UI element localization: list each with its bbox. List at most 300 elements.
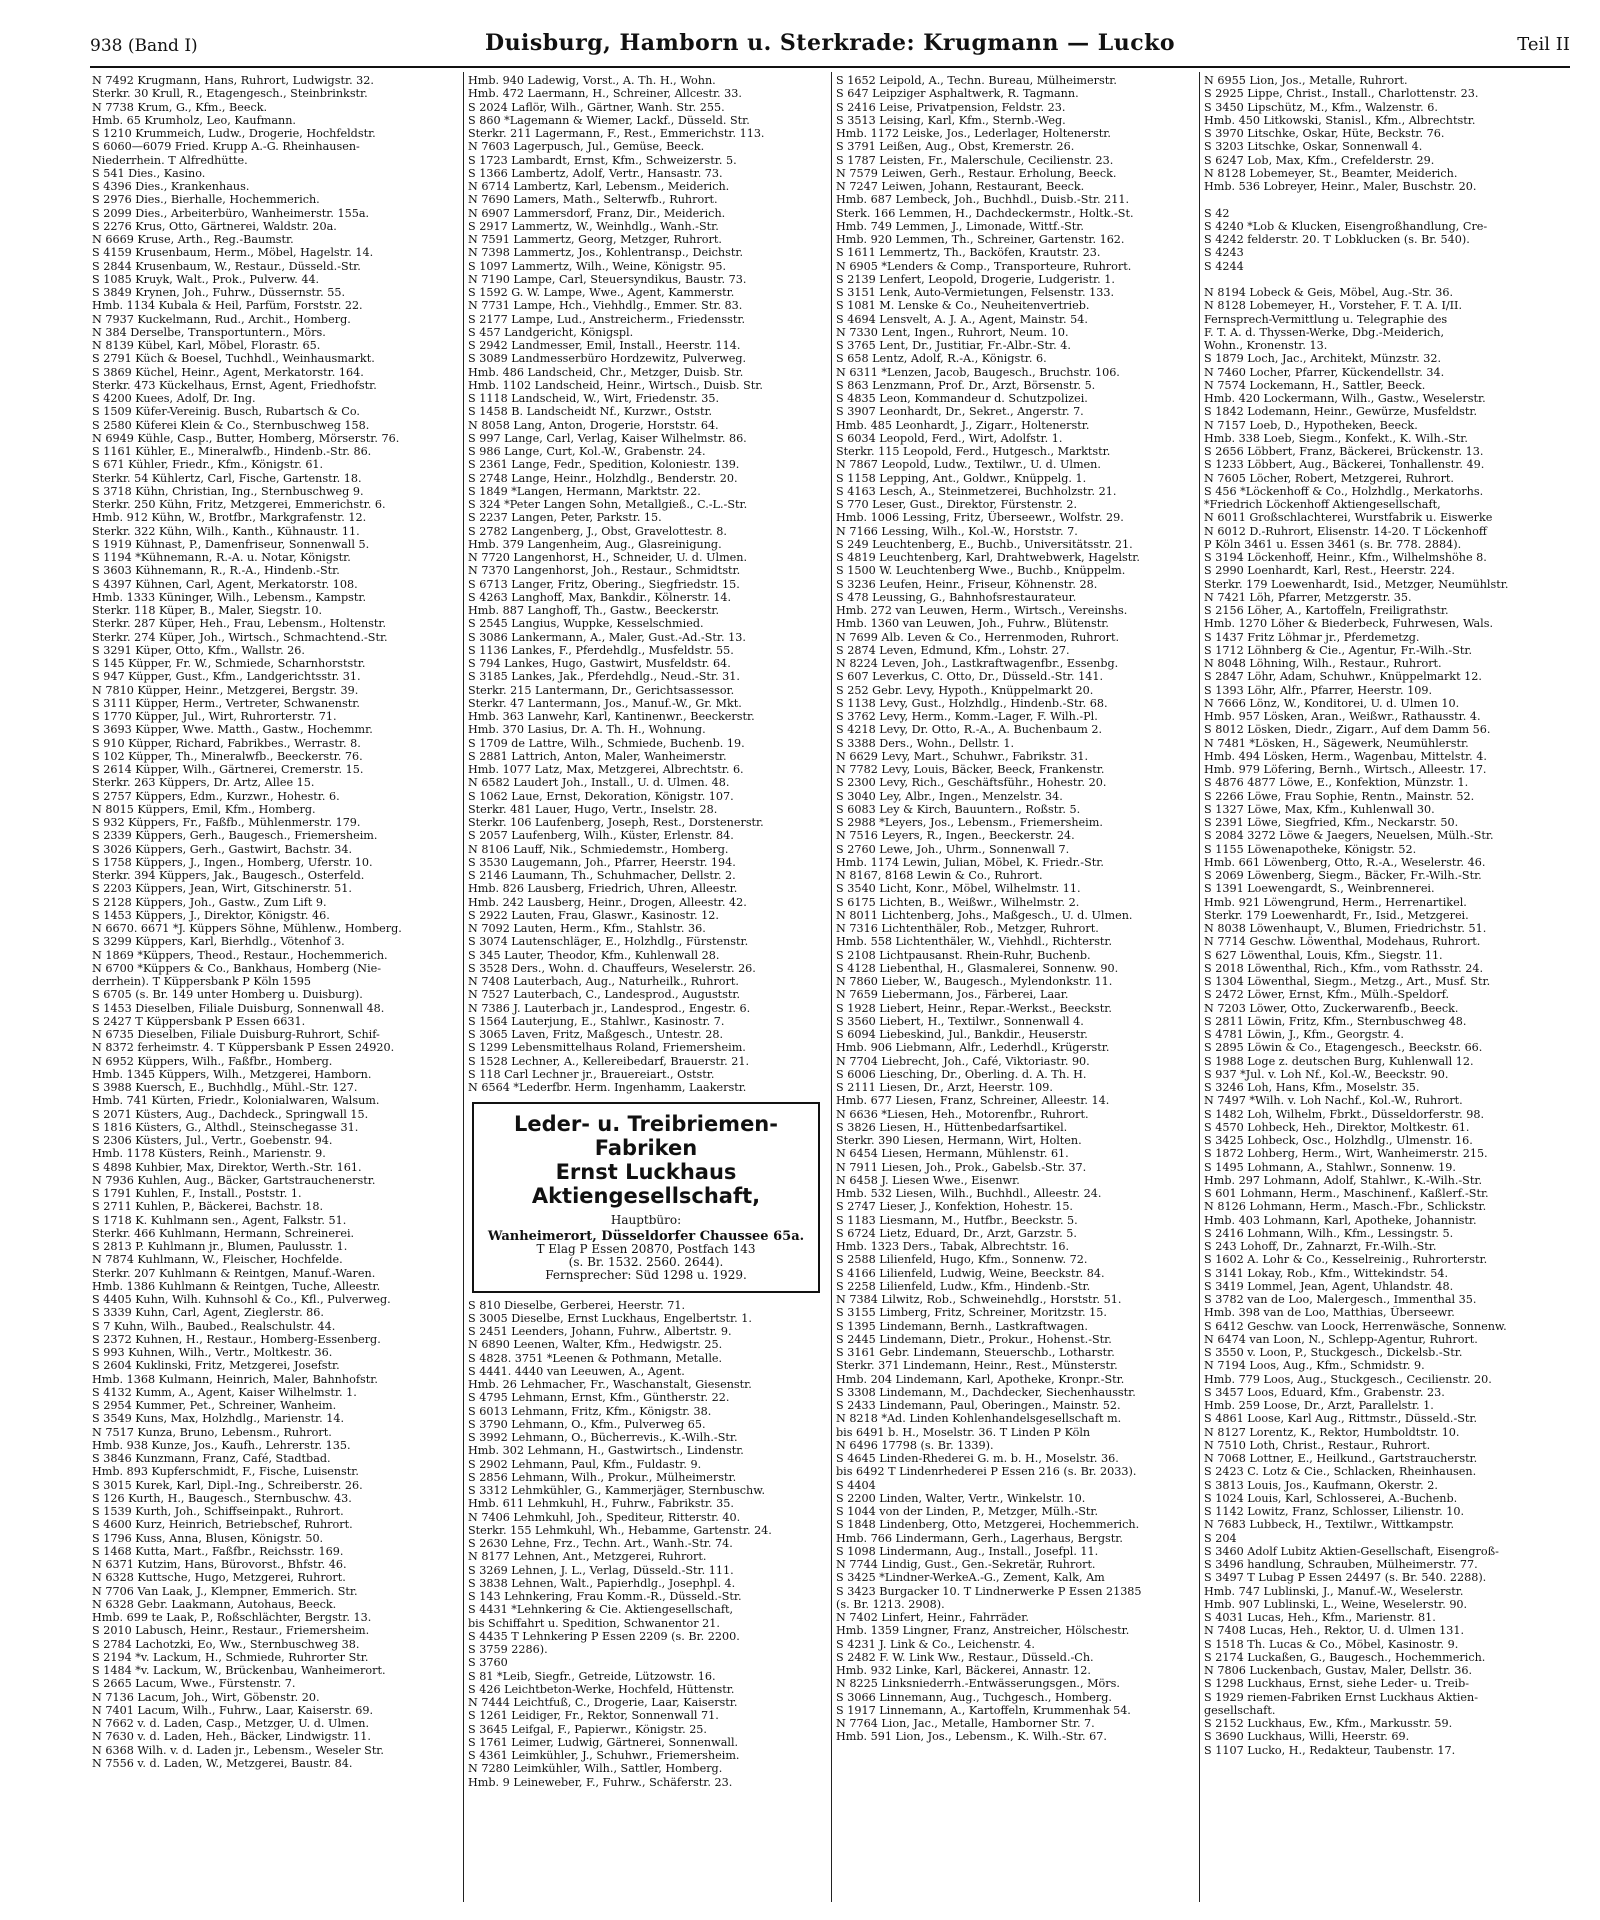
directory-entry: S 426 Leichtbeton-Werke, Hochfeld, Hüttenstr. bbox=[468, 1682, 735, 1696]
directory-entry: Hmb. 1386 Kuhlmann & Reintgen, Tuche, Alleestr. bbox=[92, 1279, 381, 1293]
directory-entry: N 7492 Krugmann, Hans, Ruhrort, Ludwigstr. 32. bbox=[92, 74, 374, 87]
directory-entry: S 2925 Lippe, Christ., Install., Charlottenstr. 23. bbox=[1204, 87, 1479, 101]
directory-entry: S 1539 Kurth, Joh., Schiffseinpakt., Ruhrort. bbox=[92, 1505, 344, 1518]
directory-entry: Hmb. 302 Lehmann, H., Gastwirtsch., Lindenstr. bbox=[468, 1444, 744, 1458]
directory-entry: S 3450 Lipschütz, M., Kfm., Walzenstr. 6. bbox=[1204, 100, 1438, 114]
directory-entry: Hmb. 1345 Küppers, Wilh., Metzgerei, Hamborn. bbox=[92, 1067, 372, 1081]
directory-entry: S 2423 C. Lotz & Cie., Schlacken, Rheinhausen. bbox=[1204, 1465, 1477, 1479]
directory-entry: Sterkr. 287 Küper, Heh., Frau, Lebensm., Holtenstr. bbox=[92, 617, 387, 631]
directory-entry: S 6060—6079 Fried. Krupp A.-G. Rheinhausen- bbox=[92, 140, 360, 154]
directory-entry: N 7860 Lieber, W., Baugesch., Mylendonkstr. 11. bbox=[836, 975, 1113, 988]
directory-entry: S 1928 Liebert, Heinr., Repar.-Werkst., Beeckstr. bbox=[836, 1001, 1112, 1015]
directory-entry: N 8177 Lehnen, Ant., Metzgerei, Ruhrort. bbox=[468, 1550, 707, 1564]
directory-entry: Fernsprech-Vermittlung u. Telegraphie des bbox=[1204, 312, 1448, 326]
directory-entry: S 3026 Küppers, Gerh., Gastwirt, Bachstr. 34. bbox=[92, 842, 353, 856]
directory-entry: S 3388 Ders., Wohn., Dellstr. 1. bbox=[836, 736, 1015, 750]
directory-entry: S 1161 Kühler, E., Mineralwfb., Hindenb.-Str. 86. bbox=[92, 445, 372, 458]
directory-entry: Sterkr. 47 Lantermann, Jos., Manuf.-W., Gr. Mkt. bbox=[468, 696, 742, 710]
directory-entry: N 7810 Küpper, Heinr., Metzgerei, Bergstr. 39. bbox=[92, 683, 359, 697]
directory-entry: N 7421 Löh, Pfarrer, Metzgerstr. 35. bbox=[1204, 590, 1412, 604]
directory-entry: Hmb. 403 Lohmann, Karl, Apotheke, Johannistr. bbox=[1204, 1213, 1477, 1227]
directory-entry: S 3693 Küpper, Wwe. Matth., Gastw., Hochemmr. bbox=[92, 723, 373, 737]
directory-entry: N 7706 Van Laak, J., Klempner, Emmerich. Str. bbox=[92, 1584, 358, 1598]
directory-entry: S 126 Kurth, H., Baugesch., Sternbuschw. 43. bbox=[92, 1491, 352, 1505]
directory-entry: S 1097 Lammertz, Wilh., Weine, Königstr. 95. bbox=[468, 259, 727, 273]
directory-entry: S 2902 Lehmann, Paul, Kfm., Fuldastr. 9. bbox=[468, 1457, 702, 1471]
directory-entry: S 3869 Küchel, Heinr., Agent, Merkatorstr. 164. bbox=[92, 365, 364, 379]
directory-entry: S 4861 Loose, Karl Aug., Rittmstr., Düsseld.-Str. bbox=[1204, 1412, 1478, 1426]
directory-entry: S 3782 van de Loo, Malergesch., Immenthal 35. bbox=[1204, 1293, 1477, 1306]
directory-entry: Sterkr. 390 Liesen, Hermann, Wirt, Holten. bbox=[836, 1134, 1082, 1147]
directory-entry: N 7527 Lauterbach, C., Landesprod., Auguststr. bbox=[468, 988, 741, 1002]
directory-entry: S 3236 Leufen, Heinr., Friseur, Köhnenstr. 28. bbox=[836, 577, 1098, 591]
directory-entry: S 2472 Löwer, Ernst, Kfm., Mülh.-Speldorf. bbox=[1204, 988, 1450, 1002]
directory-entry: S 1453 Küppers, J., Direktor, Königstr. 46. bbox=[92, 908, 330, 922]
directory-entry: S 3074 Lautenschläger, E., Holzhdlg., Fürstenstr. bbox=[468, 935, 749, 949]
directory-entry: S 4795 Lehmann, Ernst, Kfm., Güntherstr. 22. bbox=[468, 1391, 730, 1405]
directory-entry: S 4163 Lesch, A., Steinmetzerei, Buchholzstr. 21. bbox=[836, 484, 1117, 498]
directory-entry: S 1611 Lemmertz, Th., Backöfen, Krautstr. 23. bbox=[836, 246, 1101, 260]
directory-entry: S 1592 G. W. Lampe, Wwe., Agent, Kammerstr. bbox=[468, 286, 735, 299]
directory-entry: N 7662 v. d. Laden, Casp., Metzger, U. d. Ulmen. bbox=[92, 1717, 370, 1730]
directory-entry: N 7714 Geschw. Löwenthal, Modehaus, Ruhrort. bbox=[1204, 935, 1481, 949]
directory-entry: S 1233 Löbbert, Aug., Bäckerei, Tonhallenstr. 49. bbox=[1204, 458, 1485, 472]
directory-entry: Hmb. 661 Löwenberg, Otto, R.-A., Weselerstr. 46. bbox=[1204, 855, 1486, 869]
directory-entry: S 1142 Lowitz, Franz, Schlosser, Lilienstr. 10. bbox=[1204, 1505, 1465, 1518]
directory-entry: N 7659 Liebermann, Jos., Färberei, Laar. bbox=[836, 988, 1069, 1002]
directory-entry: N 7720 Langenhorst, H., Schneider, U. d. Ulmen. bbox=[468, 551, 748, 564]
directory-entry: S 4231 J. Link & Co., Leichenstr. 4. bbox=[836, 1637, 1035, 1651]
directory-entry: S 4431 *Lehnkering & Cie. Aktiengesellschaft, bbox=[468, 1603, 734, 1617]
directory-entry: N 7330 Lent, Ingen., Ruhrort, Neum. 10. bbox=[836, 325, 1069, 339]
ad-phone-line: Fernsprecher: Süd 1298 u. 1929. bbox=[545, 1268, 747, 1283]
directory-entry: Hmb. 1077 Latz, Max, Metzgerei, Albrechtstr. 6. bbox=[468, 763, 744, 776]
directory-entry: Hmb. 242 Lausberg, Heinr., Drogen, Alleestr. 42. bbox=[468, 895, 747, 909]
directory-entry: S 1988 Loge z. deutschen Burg, Kuhlenwall 12. bbox=[1204, 1054, 1474, 1068]
ad-title-line-2: Ernst Luckhaus Aktiengesellschaft, bbox=[531, 1160, 761, 1209]
directory-entry: S 1155 Löwenapotheke, Königstr. 52. bbox=[1204, 842, 1417, 856]
directory-entry bbox=[1204, 273, 1560, 286]
directory-entry: Hmb. 1323 Ders., Tabak, Albrechtstr. 16. bbox=[836, 1240, 1070, 1253]
directory-entry: Sterkr. 274 Küper, Joh., Wirtsch., Schmachtend.-Str. bbox=[92, 630, 388, 644]
directory-entry: N 7157 Loeb, D., Hypotheken, Beeck. bbox=[1204, 418, 1418, 432]
directory-entry: (s. Br. 1213. 2908). bbox=[836, 1597, 945, 1611]
directory-entry: Sterkr. 371 Lindemann, Heinr., Rest., Münsterstr. bbox=[836, 1359, 1118, 1373]
directory-entry: Sterkr. 179 Loewenhardt, Fr., Isid., Metzgerei. bbox=[1204, 908, 1469, 922]
directory-entry: N 7874 Kuhlmann, W., Fleischer, Hochfelde. bbox=[92, 1253, 343, 1267]
directory-entry: N 6907 Lammersdorf, Franz, Dir., Meiderich. bbox=[468, 206, 726, 220]
directory-entry: S 4263 Langhoff, Max, Bankdir., Kölnerstr. 14. bbox=[468, 590, 732, 604]
directory-entry: S 2604 Kuklinski, Fritz, Metzgerei, Josefstr. bbox=[92, 1359, 340, 1373]
directory-entry: Hmb. 558 Lichtenthäler, W., Viehhdl., Richterstr. bbox=[836, 935, 1113, 949]
column-2-upper bbox=[468, 74, 824, 1094]
directory-entry: N 7666 Lönz, W., Konditorei, U. d. Ulmen 10. bbox=[1204, 696, 1460, 710]
directory-entry: S 143 Lehnkering, Frau Komm.-R., Düsseld.-Str. bbox=[468, 1590, 742, 1603]
directory-entry: S 1366 Lambertz, Adolf, Vertr., Hansastr. 73. bbox=[468, 166, 723, 180]
directory-entry: S 2200 Linden, Walter, Vertr., Winkelstr. 10. bbox=[836, 1491, 1086, 1505]
directory-entry: N 6952 Küppers, Wilh., Faßfbr., Homberg. bbox=[92, 1054, 333, 1068]
directory-entry: S 2791 Küch & Boesel, Tuchhdl., Weinhausmarkt. bbox=[92, 352, 375, 366]
directory-entry: S 1484 *v. Lackum, W., Brückenbau, Wanheimerort. bbox=[92, 1664, 386, 1677]
directory-entry: S 4244 bbox=[1204, 259, 1244, 273]
directory-entry: Hmb. 921 Löwengrund, Herm., Herrenartikel. bbox=[1204, 895, 1467, 909]
directory-entry: S 3765 Lent, Dr., Justitiar, Fr.-Albr.-Str. 4. bbox=[836, 339, 1071, 352]
directory-entry: N 6905 *Lenders & Comp., Transporteure, Ruhrort. bbox=[836, 259, 1132, 273]
directory-entry: S 1299 Lebensmittelhaus Roland, Friemersheim. bbox=[468, 1041, 746, 1055]
directory-entry: N 7731 Lampe, Hch., Viehhdlg., Emmer. Str. 83. bbox=[468, 299, 743, 313]
directory-entry: S 3089 Landmesserbüro Hordzewitz, Pulverweg. bbox=[468, 352, 747, 366]
directory-entry: N 7386 J. Lauterbach jr., Landesprod., Engestr. 6. bbox=[468, 1001, 751, 1015]
directory-entry: S 2580 Küferei Klein & Co., Sternbuschweg 158. bbox=[92, 418, 370, 432]
directory-entry: N 8127 Lorentz, K., Rektor, Humboldtstr. 10. bbox=[1204, 1425, 1460, 1439]
directory-entry: N 8218 *Ad. Linden Kohlenhandelsgesellschaft m. bbox=[836, 1412, 1122, 1426]
directory-entry: S 2614 Küpper, Wilh., Gärtnerei, Cremerstr. 15. bbox=[92, 763, 364, 776]
directory-entry: Hmb. 379 Langenheim, Aug., Glasreinigung. bbox=[468, 537, 722, 551]
directory-entry: Hmb. 932 Linke, Karl, Bäckerei, Annastr. 12. bbox=[836, 1664, 1091, 1677]
directory-entry: S 2844 Krusenbaum, W., Restaur., Düsseld.-Str. bbox=[92, 259, 361, 273]
directory-entry: S 2339 Küppers, Gerh., Baugesch., Friemersheim. bbox=[92, 829, 378, 843]
directory-entry: S 3762 Levy, Herm., Komm.-Lager, F. Wilh.-Pl. bbox=[836, 710, 1098, 723]
directory-entry: S 3849 Krynen, Joh., Fuhrw., Düssernstr. 55. bbox=[92, 286, 346, 299]
directory-entry: N 6629 Levy, Mart., Schuhwr., Fabrikstr. 31. bbox=[836, 749, 1089, 763]
directory-entry: S 1848 Lindenberg, Otto, Metzgerei, Hochemmerich. bbox=[836, 1518, 1140, 1532]
header-rule bbox=[90, 66, 1570, 68]
directory-entry: N 7136 Lacum, Joh., Wirt, Göbenstr. 20. bbox=[92, 1690, 320, 1704]
directory-entry: N 7068 Lottner, E., Heilkund., Gartstraucherstr. bbox=[1204, 1452, 1478, 1465]
directory-entry: N 8058 Lang, Anton, Drogerie, Horststr. 64. bbox=[468, 418, 719, 432]
directory-entry: S 2433 Lindemann, Paul, Oberingen., Mainstr. 52. bbox=[836, 1399, 1121, 1412]
directory-entry: Sterkr. 155 Lehmkuhl, Wh., Hebamme, Gartenstr. 24. bbox=[468, 1523, 772, 1537]
directory-entry: N 7579 Leiwen, Gerh., Restaur. Erholung, Beeck. bbox=[836, 166, 1117, 180]
directory-entry: S 1518 Th. Lucas & Co., Möbel, Kasinostr. 9. bbox=[1204, 1637, 1459, 1651]
directory-entry: S 2128 Küppers, Joh., Gastw., Zum Lift 9. bbox=[92, 895, 327, 909]
directory-entry: S 1194 *Kühnemann, R.-A. u. Notar, Königstr. bbox=[92, 551, 351, 564]
directory-entry: S 6094 Liebeskind, Jul., Bankdir., Heuserstr. bbox=[836, 1028, 1088, 1041]
directory-entry: S 2258 Lilienfeld, Ludw., Kfm., Hindenb.-Str. bbox=[836, 1279, 1091, 1293]
directory-entry: S 145 Küpper, Fr. W., Schmiede, Scharnhorststr. bbox=[92, 657, 366, 670]
directory-entry: S 4404 bbox=[836, 1478, 876, 1492]
directory-entry: S 1437 Fritz Löhmar jr., Pferdemetzg. bbox=[1204, 630, 1420, 644]
directory-entry: S 1118 Landscheid, W., Wirt, Friedenstr. 35. bbox=[468, 392, 719, 405]
directory-entry: S 1393 Löhr, Alfr., Pfarrer, Heerstr. 109. bbox=[1204, 683, 1433, 697]
directory-entry: N 6368 Wilh. v. d. Laden jr., Lebensm., Weseler Str. bbox=[92, 1743, 384, 1757]
directory-entry: Sterkr. 106 Laufenberg, Joseph, Rest., Dorstenerstr. bbox=[468, 816, 764, 829]
directory-entry: S 1495 Lohmann, A., Stahlwr., Sonnenw. 19. bbox=[1204, 1160, 1456, 1174]
directory-entry: S 4435 T Lehnkering P Essen 2209 (s. Br. 2200. bbox=[468, 1629, 740, 1643]
directory-entry: N 7497 *Wilh. v. Loh Nachf., Kol.-W., Ruhrort. bbox=[1204, 1094, 1463, 1108]
directory-entry: S 4218 Levy, Dr. Otto, R.-A., A. Buchenbaum 2. bbox=[836, 723, 1103, 737]
directory-entry: S 252 Gebr. Levy, Hypoth., Knüppelmarkt 20. bbox=[836, 683, 1094, 697]
directory-entry: S 993 Kuhnen, Wilh., Vertr., Moltkestr. 36. bbox=[92, 1346, 333, 1359]
directory-entry: N 7203 Löwer, Otto, Zuckerwarenfb., Beeck. bbox=[1204, 1001, 1459, 1015]
directory-entry: S 2757 Küppers, Edm., Kurzwr., Hohestr. 6. bbox=[92, 789, 340, 803]
directory-entry: N 8048 Löhning, Wilh., Restaur., Ruhrort. bbox=[1204, 657, 1442, 670]
directory-entry: S 910 Küpper, Richard, Fabrikbes., Werrastr. 8. bbox=[92, 736, 361, 750]
directory-column-4 bbox=[1204, 74, 1560, 1900]
directory-entry: S 1796 Kuss, Anna, Blusen, Königstr. 50. bbox=[92, 1531, 324, 1545]
directory-entry: S 4835 Leon, Kommandeur d. Schutzpolizei. bbox=[836, 392, 1088, 405]
directory-entry: S 541 Dies., Kasino. bbox=[92, 166, 206, 180]
directory-entry: N 6011 Großschlachterei, Wurstfabrik u. Eiswerke bbox=[1204, 511, 1493, 525]
directory-entry: N 8194 Lobeck & Geis, Möbel, Aug.-Str. 36. bbox=[1204, 286, 1454, 299]
directory-column-1 bbox=[92, 74, 448, 1900]
directory-entry: Sterkr. 481 Lauer, Hugo, Vertr., Inselstr. 28. bbox=[468, 802, 718, 816]
directory-entry: S 3419 Lommel, Jean, Agent, Uhlandstr. 48. bbox=[1204, 1279, 1454, 1293]
directory-entry: Hmb. 1270 Löher & Biederbeck, Fuhrwesen, Wals. bbox=[1204, 617, 1494, 631]
directory-entry: Hmb. 1368 Kulmann, Heinrich, Maler, Bahnhofstr. bbox=[92, 1372, 378, 1386]
directory-entry: S 3312 Lehmkühler, G., Kammerjäger, Sternbuschw. bbox=[468, 1484, 766, 1497]
directory-entry: S 2856 Lehmann, Wilh., Prokur., Mülheimerstr. bbox=[468, 1470, 737, 1484]
directory-entry: S 3513 Leising, Karl, Kfm., Sternb.-Weg. bbox=[836, 113, 1066, 127]
directory-entry: S 324 *Peter Langen Sohn, Metallgieß., C.-L.-Str. bbox=[468, 498, 748, 511]
directory-entry: N 7194 Loos, Aug., Kfm., Schmidstr. 9. bbox=[1204, 1359, 1425, 1373]
directory-entry: S 1327 Löwe, Max, Kfm., Kuhlenwall 30. bbox=[1204, 802, 1435, 816]
directory-entry: S 658 Lentz, Adolf, R.-A., Königstr. 6. bbox=[836, 352, 1047, 366]
directory-entry: S 4570 Lohbeck, Heh., Direktor, Moltkestr. 61. bbox=[1204, 1120, 1470, 1134]
directory-entry: S 2276 Krus, Otto, Gärtnerei, Waldstr. 20a. bbox=[92, 219, 337, 233]
directory-entry: N 8128 Lobemeyer, St., Beamter, Meiderich. bbox=[1204, 166, 1458, 180]
directory-entry: S 3425 Lohbeck, Osc., Holzhdlg., Ulmenstr. 16. bbox=[1204, 1134, 1473, 1147]
directory-entry: S 4132 Kumm, A., Agent, Kaiser Wilhelmstr. 1. bbox=[92, 1385, 357, 1399]
directory-entry: S 3549 Kuns, Max, Holzhdlg., Marienstr. 14. bbox=[92, 1412, 345, 1426]
directory-entry: S 2760 Lewe, Joh., Uhrm., Sonnenwall 7. bbox=[836, 842, 1070, 856]
directory-entry: S 1453 Dieselben, Filiale Duisburg, Sonnenwall 48. bbox=[92, 1001, 385, 1015]
directory-entry: Hmb. 485 Leonhardt, J., Zigarr., Holtenerstr. bbox=[836, 418, 1090, 432]
directory-entry: Hmb. 398 van de Loo, Matthias, Überseewr. bbox=[1204, 1306, 1455, 1320]
directory-entry: Hmb. 1359 Lingner, Franz, Anstreicher, Hölschestr. bbox=[836, 1624, 1130, 1638]
directory-entry: N 7738 Krum, G., Kfm., Beeck. bbox=[92, 100, 268, 114]
directory-entry: Hmb. 741 Kürten, Friedr., Kolonialwaren, Walsum. bbox=[92, 1094, 380, 1108]
directory-entry: bis 6491 b. H., Moselstr. 36. T Linden P Köln bbox=[836, 1425, 1091, 1439]
directory-entry: S 2361 Lange, Fedr., Spedition, Koloniestr. 139. bbox=[468, 458, 740, 472]
directory-entry: N 8139 Kübel, Karl, Möbel, Florastr. 65. bbox=[92, 339, 321, 352]
directory-entry: S 3015 Kurek, Karl, Dipl.-Ing., Schreiberstr. 26. bbox=[92, 1478, 363, 1492]
directory-entry: S 2194 *v. Lackum, H., Schmiede, Ruhrorter Str. bbox=[92, 1650, 369, 1664]
directory-entry: S 3460 Adolf Lubitz Aktien-Gesellschaft, Eisengroß- bbox=[1204, 1544, 1499, 1558]
directory-entry: S 3423 Burgacker 10. T Lindnerwerke P Essen 21385 bbox=[836, 1584, 1142, 1598]
directory-entry: Hmb. 677 Liesen, Franz, Schreiner, Alleestr. 14. bbox=[836, 1094, 1110, 1108]
directory-entry: N 6735 Dieselben, Filiale Duisburg-Ruhrort, Schif- bbox=[92, 1028, 380, 1041]
directory-entry: S 6412 Geschw. van Loock, Herrenwäsche, Sonnenw. bbox=[1204, 1319, 1507, 1333]
directory-entry: Hmb. 906 Liebmann, Alfr., Lederhdl., Krügerstr. bbox=[836, 1041, 1110, 1055]
directory-entry: S 1816 Küsters, G., Althdl., Steinschegasse 31. bbox=[92, 1120, 359, 1134]
part-label: Teil II bbox=[1517, 34, 1570, 55]
directory-entry: S 1919 Kühnast, P., Damenfriseur, Sonnenwall 5. bbox=[92, 537, 370, 551]
directory-entry: Hmb. 486 Landscheid, Chr., Metzger, Duisb. Str. bbox=[468, 365, 744, 379]
directory-entry: S 1712 Löhnberg & Cie., Agentur, Fr.-Wilh.-Str. bbox=[1204, 643, 1473, 657]
directory-entry: Hmb. 9 Leineweber, F., Fuhrw., Schäferstr. 23. bbox=[468, 1775, 733, 1789]
directory-entry: N 8015 Küppers, Emil, Kfm., Homberg. bbox=[92, 802, 316, 816]
directory-entry: S 3970 Litschke, Oskar, Hüte, Beckstr. 76. bbox=[1204, 127, 1445, 140]
directory-entry: N 7704 Liebrecht, Joh., Café, Viktoriastr. 90. bbox=[836, 1054, 1090, 1068]
directory-entry: S 118 Carl Lechner jr., Brauereiart., Oststr. bbox=[468, 1067, 715, 1081]
directory-entry: Sterkr. 473 Kückelhaus, Ernst, Agent, Friedhofstr. bbox=[92, 378, 377, 392]
directory-entry: S 2874 Leven, Edmund, Kfm., Lohstr. 27. bbox=[836, 643, 1070, 657]
directory-entry: S 1761 Leimer, Ludwig, Gärtnerei, Sonnenwall. bbox=[468, 1735, 739, 1749]
directory-entry: S 607 Leverkus, C. Otto, Dr., Düsseld.-Str. 141. bbox=[836, 670, 1104, 684]
directory-entry: Hmb. 611 Lehmkuhl, H., Fuhrw., Fabrikstr. 35. bbox=[468, 1497, 734, 1511]
directory-entry: S 3550 v. Loon, P., Stuckgesch., Dickelsb.-Str. bbox=[1204, 1346, 1463, 1359]
directory-entry: S 3339 Kuhn, Carl, Agent, Zieglerstr. 86. bbox=[92, 1306, 324, 1320]
directory-entry: N 7280 Leimkühler, Wilh., Sattler, Homberg. bbox=[468, 1762, 723, 1776]
directory-entry: S 1842 Lodemann, Heinr., Gewürze, Musfeldstr. bbox=[1204, 405, 1478, 419]
directory-entry: Sterkr. 207 Kuhlmann & Reintgen, Manuf.-Waren. bbox=[92, 1266, 376, 1280]
page-number: 938 (Band I) bbox=[90, 36, 198, 56]
directory-column-2 bbox=[468, 74, 824, 1900]
directory-entry: bis Schiffahrt u. Spedition, Schwanentor 21. bbox=[468, 1616, 720, 1630]
directory-entry: S 3690 Luckhaus, Willi, Heerstr. 69. bbox=[1204, 1730, 1410, 1744]
directory-entry: N 7190 Lampe, Carl, Steuersyndikus, Baustr. 73. bbox=[468, 272, 747, 286]
directory-entry: Sterk. 166 Lemmen, H., Dachdeckermstr., Holtk.-St. bbox=[836, 206, 1134, 220]
directory-entry: N 7408 Lucas, Heh., Rektor, U. d. Ulmen 131. bbox=[1204, 1624, 1465, 1638]
directory-entry: N 8038 Löwenhaupt, V., Blumen, Friedrichstr. 51. bbox=[1204, 922, 1487, 935]
directory-entry: S 2942 Landmesser, Emil, Install., Heerstr. 114. bbox=[468, 339, 741, 352]
directory-entry: N 6458 J. Liesen Wwe., Eisenwr. bbox=[836, 1173, 1020, 1187]
directory-entry: N 7370 Langenhorst, Joh., Restaur., Schmidtstr. bbox=[468, 564, 741, 578]
directory-entry: S 1044 von der Linden, P., Metzger, Mülh.-Str. bbox=[836, 1505, 1099, 1518]
directory-entry: S 3291 Küper, Otto, Kfm., Wallstr. 26. bbox=[92, 643, 305, 657]
directory-entry: S 1929 riemen-Fabriken Ernst Luckhaus Aktien- bbox=[1204, 1690, 1479, 1704]
ad-subtitle: Hauptbüro: bbox=[610, 1213, 682, 1228]
directory-entry: S 456 *Löckenhoff & Co., Holzhdlg., Merkatorhs. bbox=[1204, 484, 1484, 498]
directory-entry: Hmb. 766 Lindermann, Gerh., Lagerhaus, Bergstr. bbox=[836, 1531, 1123, 1545]
directory-entry: Hmb. 920 Lemmen, Th., Schreiner, Gartenstr. 162. bbox=[836, 233, 1125, 246]
directory-entry: Hmb. 699 te Laak, P., Roßschlächter, Bergstr. 13. bbox=[92, 1611, 372, 1624]
directory-entry: S 478 Leussing, G., Bahnhofsrestaurateur. bbox=[836, 590, 1077, 604]
directory-entry: S 3790 Lehmann, O., Kfm., Pulverweg 65. bbox=[468, 1417, 706, 1431]
directory-entry: S 1917 Linnemann, A., Kartoffeln, Krummenhak 54. bbox=[836, 1703, 1131, 1717]
column-2-lower bbox=[468, 1299, 824, 1789]
directory-column-3 bbox=[836, 74, 1192, 1900]
directory-entry: S 1183 Liesmann, M., Hutfbr., Beeckstr. 5. bbox=[836, 1213, 1078, 1227]
ad-contact-line: (s. Br. 1532. 2560. 2644). bbox=[568, 1255, 724, 1269]
directory-entry: S 2300 Levy, Rich., Geschäftsführ., Hohestr. 20. bbox=[836, 776, 1107, 790]
directory-entry: S 3005 Dieselbe, Ernst Luckhaus, Engelbertstr. 1. bbox=[468, 1311, 752, 1325]
directory-entry: N 7556 v. d. Laden, W., Metzgerei, Baustr. 84. bbox=[92, 1756, 353, 1770]
directory-entry: Hmb. 1134 Kubala & Heil, Parfüm, Forststr. 22. bbox=[92, 299, 363, 313]
directory-entry: N 7402 Linfert, Heinr., Fahrräder. bbox=[836, 1611, 1029, 1624]
directory-entry: S 2084 3272 Löwe & Jaegers, Neuelsen, Mülh.-Str. bbox=[1204, 829, 1494, 843]
directory-entry: Hmb. 938 Kunze, Jos., Kaufh., Lehrerstr. 135. bbox=[92, 1438, 351, 1452]
directory-entry: Wohn., Kronenstr. 13. bbox=[1204, 339, 1328, 352]
directory-entry: S 3066 Linnemann, Aug., Tuchgesch., Homberg. bbox=[836, 1690, 1112, 1704]
directory-entry: S 4694 Lensvelt, A. J. A., Agent, Mainstr. 54. bbox=[836, 312, 1088, 326]
directory-entry: N 7744 Lindig, Gust., Gen.-Sekretär, Ruhrort. bbox=[836, 1558, 1096, 1571]
directory-entry: S 2427 T Küppersbank P Essen 6631. bbox=[92, 1014, 306, 1028]
directory-entry: S 2108 Lichtpausanst. Rhein-Ruhr, Buchenb. bbox=[836, 948, 1091, 962]
directory-entry: S 3111 Küpper, Herm., Vertreter, Schwanenstr. bbox=[92, 696, 360, 710]
directory-entry: S 2782 Langenberg, J., Obst, Gravelottestr. 8. bbox=[468, 524, 727, 538]
directory-entry: S 6175 Lichten, B., Weißwr., Wilhelmstr. 2. bbox=[836, 895, 1080, 909]
directory-entry: S 204 bbox=[1204, 1531, 1237, 1545]
directory-entry: Hmb. 204 Lindemann, Karl, Apotheke, Kronpr.-Str. bbox=[836, 1372, 1125, 1386]
directory-entry: S 457 Landgericht, Königspl. bbox=[468, 325, 634, 339]
directory-entry: Hmb. 338 Loeb, Siegm., Konfekt., K. Wilh.-Str. bbox=[1204, 431, 1468, 445]
directory-entry: S 3530 Laugemann, Joh., Pfarrer, Heerstr. 194. bbox=[468, 855, 736, 869]
directory-entry: Sterkr. 115 Leopold, Ferd., Hutgesch., Marktstr. bbox=[836, 445, 1111, 458]
directory-entry: Hmb. 1360 van Leuwen, Joh., Fuhrw., Blütenstr. bbox=[836, 617, 1109, 631]
directory-entry: Sterkr. 394 Küppers, Jak., Baugesch., Osterfeld. bbox=[92, 869, 365, 882]
directory-entry: N 7630 v. d. Laden, Heh., Bäcker, Lindwigstr. 11. bbox=[92, 1730, 371, 1744]
directory-entry: Hmb. 363 Lanwehr, Karl, Kantinenwr., Beeckerstr. bbox=[468, 710, 755, 723]
directory-entry: S 3151 Lenk, Auto-Vermietungen, Felsenstr. 133. bbox=[836, 286, 1115, 299]
directory-entry: S 863 Lenzmann, Prof. Dr., Arzt, Börsenstr. 5. bbox=[836, 378, 1096, 392]
directory-entry: N 8011 Lichtenberg, Johs., Maßgesch., U. d. Ulmen. bbox=[836, 908, 1133, 922]
directory-entry: S 4242 felderstr. 20. T Lobklucken (s. Br. 540). bbox=[1204, 233, 1470, 246]
directory-entry: N 7603 Lagerpusch, Jul., Gemüse, Beeck. bbox=[468, 140, 705, 154]
directory-entry: bis 6492 T Lindenrhederei P Essen 216 (s. Br. 2033). bbox=[836, 1465, 1137, 1479]
directory-entry: N 7516 Leyers, R., Ingen., Beeckerstr. 24. bbox=[836, 829, 1075, 843]
page-title: Duisburg, Hamborn u. Sterkrade: Krugmann — Lucko bbox=[484, 30, 1175, 56]
directory-entry: Sterkr. 54 Kühlertz, Carl, Fische, Gartenstr. 18. bbox=[92, 471, 362, 485]
directory-entry: Hmb. 494 Lösken, Herm., Wagenbau, Mittelstr. 4. bbox=[1204, 749, 1487, 763]
directory-entry: Hmb. 1174 Lewin, Julian, Möbel, K. Friedr.-Str. bbox=[836, 855, 1104, 869]
directory-entry: N 7806 Luckenbach, Gustav, Maler, Dellstr. 36. bbox=[1204, 1664, 1473, 1677]
directory-entry: S 3826 Liesen, H., Hüttenbedarfsartikel. bbox=[836, 1120, 1068, 1134]
directory-entry: S 3065 Laven, Fritz, Maßgesch., Untestr. 28. bbox=[468, 1028, 724, 1041]
directory-entry: S 1081 M. Lenske & Co., Neuheitenvertrieb. bbox=[836, 299, 1090, 313]
directory-entry: N 6949 Kühle, Casp., Butter, Homberg, Mörserstr. 76. bbox=[92, 431, 400, 445]
directory-entry: S 2451 Leenders, Johann, Fuhrw., Albertstr. 9. bbox=[468, 1325, 732, 1338]
directory-entry: N 6328 Gebr. Laakmann, Autohaus, Beeck. bbox=[92, 1597, 337, 1611]
directory-entry: Hmb. 1178 Küsters, Reinh., Marienstr. 9. bbox=[92, 1147, 326, 1161]
directory-entry: S 1261 Leidiger, Fr., Rektor, Sonnenwall 71. bbox=[468, 1709, 719, 1723]
directory-entry: N 6582 Laudert Joh., Install., U. d. Ulmen. 48. bbox=[468, 776, 730, 790]
directory-entry: S 2306 Küsters, Jul., Vertr., Goebenstr. 94. bbox=[92, 1134, 333, 1147]
directory-entry: N 6474 van Loon, N., Schlepp-Agentur, Ruhrort. bbox=[1204, 1332, 1478, 1346]
directory-entry: N 6371 Kutzim, Hans, Bürovorst., Bhfstr. 46. bbox=[92, 1558, 347, 1571]
directory-entry: S 2895 Löwin & Co., Etagengesch., Beeckstr. 66. bbox=[1204, 1041, 1483, 1055]
directory-entry: Sterkr. 30 Krull, R., Etagengesch., Steinbrinkstr. bbox=[92, 87, 368, 101]
directory-entry: S 671 Kühler, Friedr., Kfm., Königstr. 61. bbox=[92, 458, 324, 472]
directory-entry: S 3299 Küppers, Karl, Bierhdlg., Vötenhof 3. bbox=[92, 935, 345, 949]
directory-entry: Hmb. 687 Lembeck, Joh., Buchhdl., Duisb.-Str. 211. bbox=[836, 193, 1130, 207]
directory-entry: S 2545 Langius, Wuppke, Kesselschmied. bbox=[468, 617, 704, 631]
directory-entry: S 2010 Labusch, Heinr., Restaur., Friemersheim. bbox=[92, 1624, 370, 1638]
directory-entry: S 2416 Lohmann, Wilh., Kfm., Lessingstr. 5. bbox=[1204, 1226, 1454, 1240]
directory-entry: N 8106 Lauff, Nik., Schmiedemstr., Homberg. bbox=[468, 842, 729, 856]
directory-entry: S 2917 Lammertz, W., Weinhdlg., Wanh.-Str. bbox=[468, 219, 719, 233]
directory-entry: derrhein). T Küppersbank P Köln 1595 bbox=[92, 975, 311, 988]
directory-entry: N 8372 ferheimstr. 4. T Küppersbank P Essen 24920. bbox=[92, 1041, 395, 1055]
directory-entry: S 937 *Jul. v. Loh Nf., Kol.-W., Beeckstr. 90. bbox=[1204, 1067, 1449, 1081]
directory-entry: N 7591 Lammertz, Georg, Metzger, Ruhrort. bbox=[468, 233, 722, 246]
directory-entry: S 1718 K. Kuhlmann sen., Agent, Falkstr. 51. bbox=[92, 1213, 347, 1227]
directory-entry: N 7911 Liesen, Joh., Prok., Gabelsb.-Str. 37. bbox=[836, 1160, 1087, 1174]
directory-entry: S 2445 Lindemann, Dietr., Prokur., Hohenst.-Str. bbox=[836, 1332, 1112, 1346]
column-divider bbox=[1199, 72, 1200, 1902]
directory-entry bbox=[1204, 193, 1560, 206]
ad-location: Wanheimerort, Düsseldorfer Chaussee 65a. bbox=[487, 1228, 805, 1244]
directory-entry: S 1872 Lohberg, Herm., Wirt, Wanheimerstr. 215. bbox=[1204, 1147, 1488, 1161]
directory-entry: S 1879 Loch, Jac., Architekt, Münzstr. 32. bbox=[1204, 352, 1442, 366]
directory-entry: S 1391 Loewengardt, S., Weinbrennerei. bbox=[1204, 882, 1435, 896]
directory-entry: N 6496 17798 (s. Br. 1339). bbox=[836, 1438, 994, 1452]
directory-entry: S 1024 Louis, Karl, Schlosserei, A.-Buchenb. bbox=[1204, 1491, 1458, 1505]
directory-entry: S 1509 Küfer-Vereinig. Busch, Rubartsch & Co. bbox=[92, 405, 360, 419]
directory-entry: Hmb. 370 Lasius, Dr. A. Th. H., Wohnung. bbox=[468, 723, 706, 737]
directory-entry: Hmb. 957 Lösken, Aran., Weißwr., Rathausstr. 4. bbox=[1204, 710, 1481, 723]
directory-entry: S 986 Lange, Curt, Kol.-W., Grabenstr. 24. bbox=[468, 445, 706, 458]
directory-entry: Sterkr. 250 Kühn, Fritz, Metzgerei, Emmerichstr. 6. bbox=[92, 498, 386, 511]
directory-entry: S 2069 Löwenberg, Siegm., Bäcker, Fr.-Wilh.-Str. bbox=[1204, 869, 1482, 882]
directory-entry: S 2747 Lieser, J., Konfektion, Hohestr. 15. bbox=[836, 1200, 1073, 1214]
directory-entry: S 249 Leuchtenberg, E., Buchb., Universitätsstr. 21. bbox=[836, 537, 1133, 551]
directory-entry: S 6247 Lob, Max, Kfm., Crefelderstr. 29. bbox=[1204, 153, 1435, 167]
directory-entry: S 2139 Lenfert, Leopold, Drogerie, Ludgeristr. 1. bbox=[836, 272, 1115, 286]
directory-entry: N 8167, 8168 Lewin & Co., Ruhrort. bbox=[836, 869, 1043, 882]
directory-entry: N 7937 Kuckelmann, Rud., Archit., Homberg. bbox=[92, 312, 351, 326]
